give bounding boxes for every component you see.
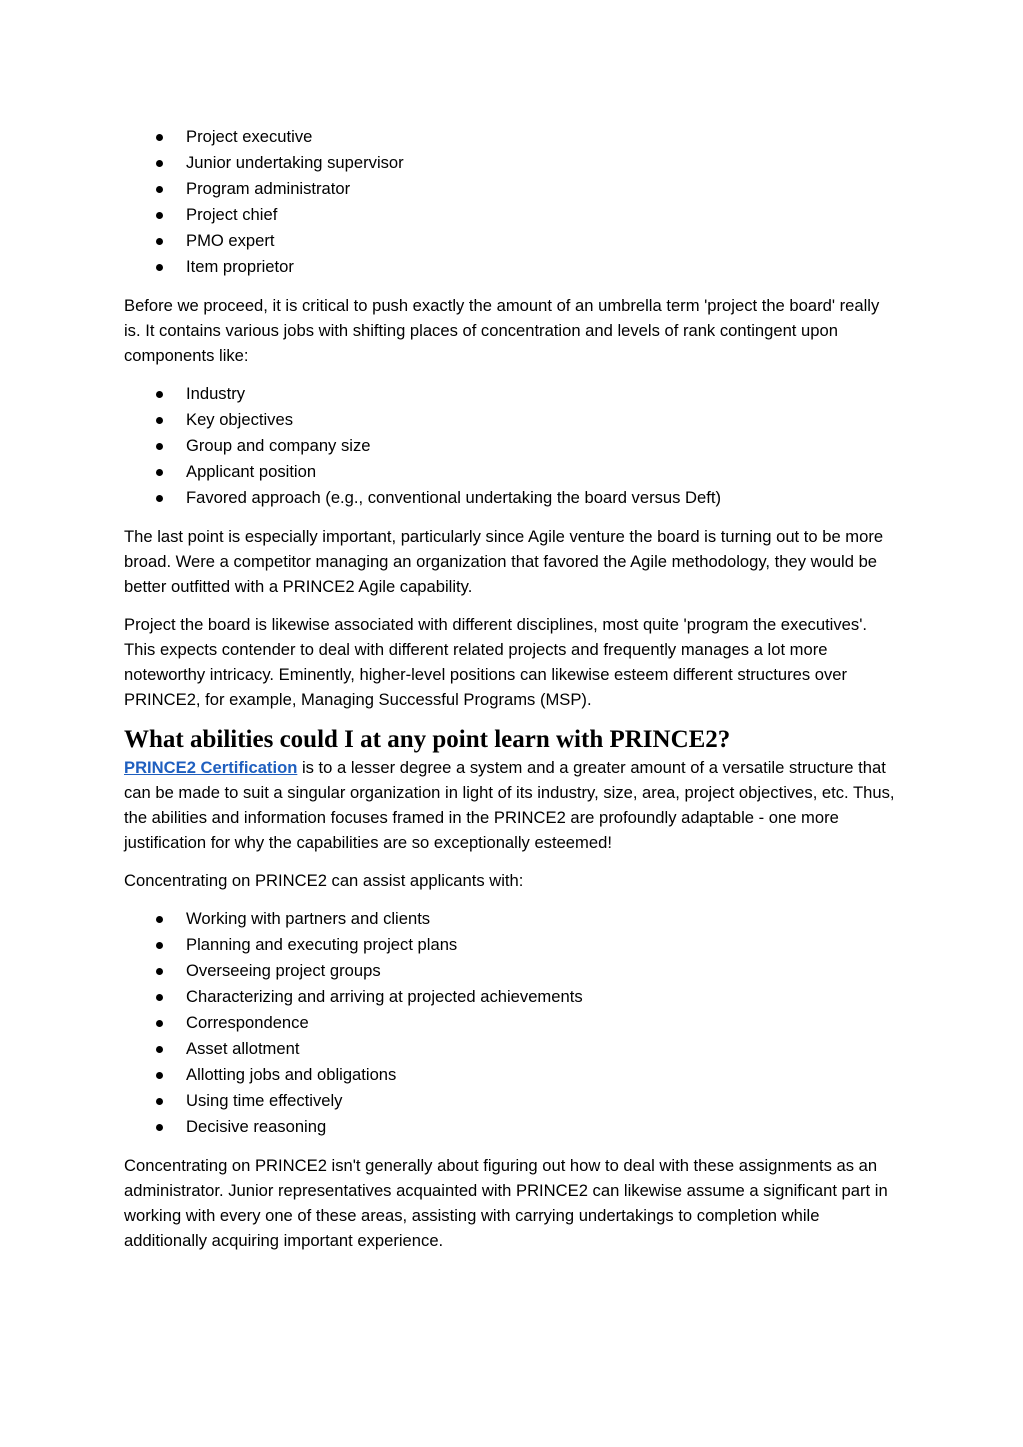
list-item-text: Item proprietor [186, 257, 294, 276]
list-item [124, 124, 900, 150]
list-item-text: Asset allotment [186, 1039, 300, 1058]
list-item-text: Favored approach (e.g., conventional undertaking the board versus Deft) [186, 488, 722, 507]
list-item-text: Junior undertaking supervisor [186, 153, 404, 172]
list-item [124, 1010, 900, 1036]
bullet-icon [156, 1124, 163, 1131]
paragraph-certification-text: is to a lesser degree a system and a greater amount of a versatile structure that can be made to suit a singular organization in light of its industry, size, area, project objectives, etc. Thus, the abilities and information focuses framed in the PRINCE2 are profoundly adaptable - one more justification for why the capabilities are so exceptionally esteemed! [124, 758, 895, 852]
bullet-icon [156, 495, 163, 502]
list-item-text: PMO expert [186, 231, 275, 250]
list-item-text: Planning and executing project plans [186, 935, 458, 954]
list-item [124, 459, 900, 485]
list-item [124, 1036, 900, 1062]
bullet-icon [156, 186, 163, 193]
list-item [124, 1062, 900, 1088]
skills-list [124, 906, 900, 1140]
list-item-text: Applicant position [186, 462, 317, 481]
list-item-text: Decisive reasoning [186, 1117, 327, 1136]
list-item-text: Characterizing and arriving at projected achievements [186, 987, 583, 1006]
list-item-text: Working with partners and clients [186, 909, 431, 928]
list-item [124, 984, 900, 1010]
list-item-text: Correspondence [186, 1013, 309, 1032]
bullet-icon [156, 391, 163, 398]
list-item [124, 906, 900, 932]
bullet-icon [156, 994, 163, 1001]
paragraph-junior-representatives: Concentrating on PRINCE2 isn't generally about figuring out how to deal with these assignments as an administrator. Junior representatives acquainted with PRINCE2 can likewise assume a significant part in working with every one of these areas, assisting with carrying undertakings to completion while additionally acquiring important experience. [124, 1156, 888, 1250]
paragraph-certification [124, 755, 900, 855]
bullet-icon [156, 968, 163, 975]
bullet-icon [156, 1020, 163, 1027]
list-item [124, 254, 900, 280]
document-body [124, 124, 900, 1266]
list-item [124, 150, 900, 176]
bullet-icon [156, 160, 163, 167]
list-item-text: Key objectives [186, 410, 293, 429]
list-item [124, 1088, 900, 1114]
list-item [124, 202, 900, 228]
paragraph-program-management: Project the board is likewise associated with different disciplines, most quite 'program the executives'. This expects contender to deal with different related projects and frequently manages a lot more noteworthy intricacy. Eminently, higher-level positions can likewise esteem different structures over PRINCE2, for example, Managing Successful Programs (MSP). [124, 615, 867, 709]
bullet-icon [156, 443, 163, 450]
list-item [124, 176, 900, 202]
bullet-icon [156, 942, 163, 949]
list-item [124, 228, 900, 254]
bullet-icon [156, 1072, 163, 1079]
list-item [124, 932, 900, 958]
paragraph-umbrella-term: Before we proceed, it is critical to push exactly the amount of an umbrella term 'project the board' really is. It contains various jobs with shifting places of concentration and levels of rank contingent upon components like: [124, 296, 880, 365]
list-item-text: Using time effectively [186, 1091, 343, 1110]
section-heading: What abilities could I at any point learn with PRINCE2? [124, 726, 731, 753]
bullet-icon [156, 1098, 163, 1105]
list-item-text: Program administrator [186, 179, 351, 198]
list-item [124, 958, 900, 984]
list-item-text: Project executive [186, 127, 313, 146]
list-item [124, 407, 900, 433]
bullet-icon [156, 469, 163, 476]
list-item [124, 485, 900, 511]
factors-list [124, 381, 900, 511]
bullet-icon [156, 916, 163, 923]
list-item-text: Allotting jobs and obligations [186, 1065, 397, 1084]
bullet-icon [156, 417, 163, 424]
bullet-icon [156, 1046, 163, 1053]
list-item-text: Industry [186, 384, 246, 403]
list-item-text: Group and company size [186, 436, 371, 455]
list-item [124, 433, 900, 459]
prince2-certification-link[interactable]: PRINCE2 Certification [124, 758, 298, 777]
paragraph-agile: The last point is especially important, particularly since Agile venture the board is turning out to be more broad. Were a competitor managing an organization that favored the Agile methodology, they would be better outfitted with a PRINCE2 Agile capability. [124, 527, 884, 596]
list-item-text: Overseeing project groups [186, 961, 381, 980]
bullet-icon [156, 134, 163, 141]
list-item-text: Project chief [186, 205, 278, 224]
bullet-icon [156, 264, 163, 271]
list-item [124, 1114, 900, 1140]
bullet-icon [156, 238, 163, 245]
paragraph-assist-intro: Concentrating on PRINCE2 can assist applicants with: [124, 871, 524, 890]
bullet-icon [156, 212, 163, 219]
roles-list [124, 124, 900, 280]
list-item [124, 381, 900, 407]
